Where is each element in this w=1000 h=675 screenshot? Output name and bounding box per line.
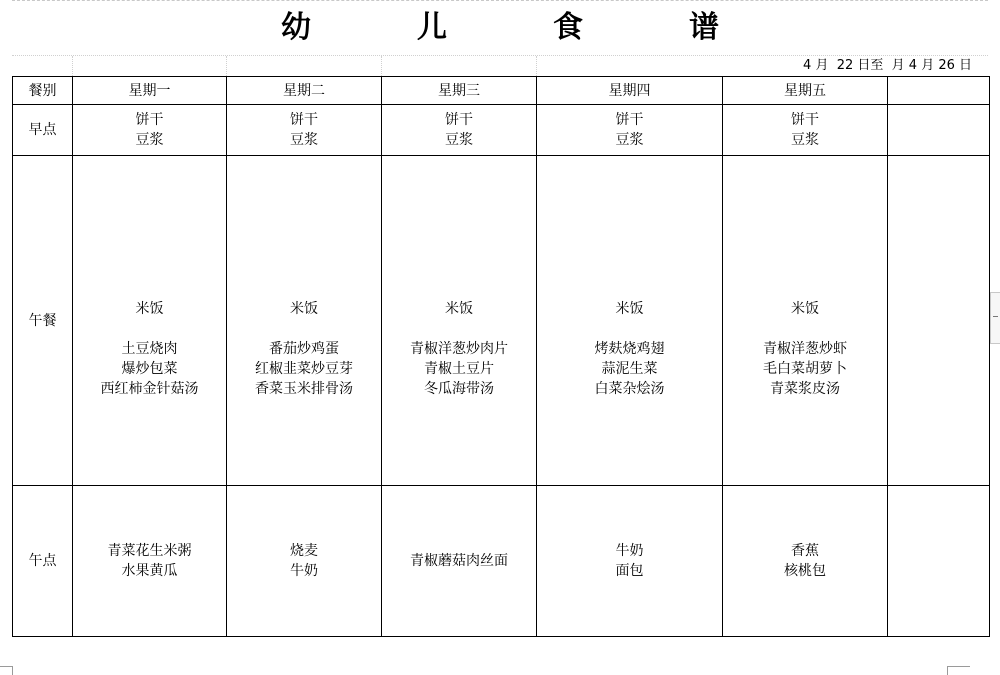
- breakfast-cell-thu[interactable]: [537, 105, 723, 156]
- lunch-staple: 米饭: [445, 301, 473, 317]
- menu-item: 饼干: [290, 112, 318, 128]
- menu-item: 毛白菜胡萝卜: [763, 361, 847, 377]
- lunch-cell-thu[interactable]: [537, 156, 723, 486]
- menu-item: 水果黄瓜: [121, 563, 178, 579]
- menu-item: 豆浆: [290, 132, 318, 148]
- snack-cell-wed[interactable]: [382, 486, 537, 637]
- menu-item: 冬瓜海带汤: [424, 381, 494, 397]
- menu-item: 白菜杂烩汤: [594, 381, 665, 397]
- snack-cell-mon[interactable]: [73, 486, 227, 637]
- breakfast-cell-wed[interactable]: [382, 105, 537, 156]
- menu-item: 饼干: [791, 112, 819, 128]
- menu-item: 蒜泥生菜: [601, 361, 658, 377]
- menu-item: 核桃包: [784, 563, 826, 579]
- menu-item: 青菜浆皮汤: [770, 381, 840, 397]
- menu-item: 青椒洋葱炒虾: [763, 341, 847, 357]
- breakfast-cell-fri[interactable]: [723, 105, 888, 156]
- day-header-empty[interactable]: [888, 77, 990, 105]
- menu-item: 面包: [615, 563, 644, 579]
- header-row: [13, 77, 990, 105]
- day-header-mon[interactable]: 星期一: [73, 77, 227, 105]
- snack-cell-fri[interactable]: [723, 486, 888, 637]
- breakfast-cell-tue[interactable]: [227, 105, 382, 156]
- lunch-cell-mon[interactable]: [73, 156, 227, 486]
- lunch-cell-empty[interactable]: [888, 156, 990, 486]
- breakfast-row: [13, 105, 990, 156]
- breakfast-label[interactable]: 早点: [13, 105, 73, 156]
- date-range: 4 月 22 日至 月 4 月 26 日: [803, 58, 972, 73]
- expand-icon: [993, 316, 998, 317]
- snack-cell-empty[interactable]: [888, 486, 990, 637]
- menu-item: 香菜玉米排骨汤: [255, 381, 353, 397]
- gridline: [226, 56, 227, 76]
- menu-item: 饼干: [135, 112, 164, 128]
- menu-item: 豆浆: [445, 132, 473, 148]
- menu-item: 烤麸烧鸡翅: [594, 341, 665, 357]
- page-corner-mark: [947, 666, 970, 675]
- menu-item: 青椒蘑菇肉丝面: [410, 553, 508, 569]
- menu-item: 烧麦: [290, 543, 318, 559]
- gridline: [381, 56, 382, 76]
- menu-item: 土豆烧肉: [121, 341, 178, 357]
- snack-row: [13, 486, 990, 637]
- gridline: [536, 56, 537, 76]
- menu-item: 青椒土豆片: [424, 361, 494, 377]
- lunch-row: [13, 156, 990, 486]
- day-header-wed[interactable]: 星期三: [382, 77, 537, 105]
- menu-item: 饼干: [615, 112, 644, 128]
- lunch-staple: 米饭: [290, 301, 318, 317]
- day-header-tue[interactable]: 星期二: [227, 77, 382, 105]
- meal-type-header[interactable]: 餐别: [13, 77, 73, 105]
- lunch-staple: 米饭: [791, 301, 819, 317]
- menu-item: 红椒韭菜炒豆芽: [255, 361, 353, 377]
- snack-cell-thu[interactable]: [537, 486, 723, 637]
- menu-item: 青菜花生米粥: [107, 543, 192, 559]
- lunch-cell-tue[interactable]: [227, 156, 382, 486]
- menu-item: 豆浆: [135, 132, 164, 148]
- lunch-label[interactable]: 午餐: [13, 156, 73, 486]
- lunch-cell-fri[interactable]: [723, 156, 888, 486]
- day-header-fri[interactable]: 星期五: [723, 77, 888, 105]
- menu-table: [12, 76, 990, 637]
- gridline: [12, 55, 988, 56]
- gridline: [72, 56, 73, 76]
- menu-item: 番茄炒鸡蛋: [269, 341, 339, 357]
- menu-item: 牛奶: [290, 563, 318, 579]
- breakfast-cell-empty[interactable]: [888, 105, 990, 156]
- menu-item: 豆浆: [615, 132, 644, 148]
- page-corner-mark: [0, 666, 13, 675]
- lunch-cell-wed[interactable]: [382, 156, 537, 486]
- lunch-staple: 米饭: [615, 301, 644, 317]
- breakfast-cell-mon[interactable]: [73, 105, 227, 156]
- page-top-border: [12, 0, 988, 1]
- menu-item: 牛奶: [615, 543, 644, 559]
- menu-item: 西红柿金针菇汤: [100, 381, 199, 397]
- menu-item: 爆炒包菜: [121, 361, 178, 377]
- menu-item: 香蕉: [791, 543, 819, 559]
- side-expand-handle[interactable]: [990, 292, 1000, 344]
- snack-cell-tue[interactable]: [227, 486, 382, 637]
- document-title: 幼 儿 食 谱: [281, 10, 757, 45]
- snack-label[interactable]: 午点: [13, 486, 73, 637]
- menu-item: 青椒洋葱炒肉片: [410, 341, 508, 357]
- menu-item: 饼干: [445, 112, 473, 128]
- lunch-staple: 米饭: [135, 301, 164, 317]
- day-header-thu[interactable]: 星期四: [537, 77, 723, 105]
- menu-item: 豆浆: [791, 132, 819, 148]
